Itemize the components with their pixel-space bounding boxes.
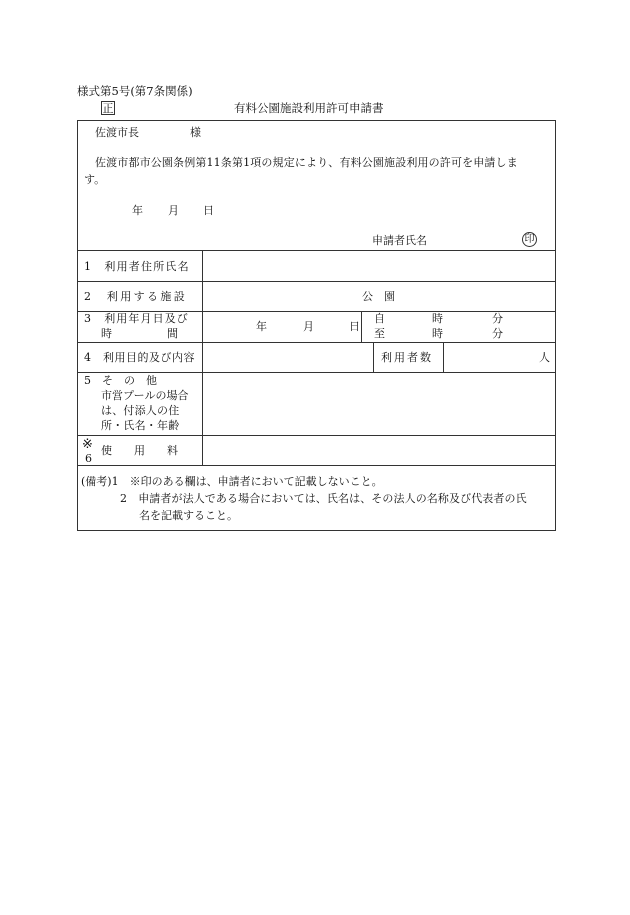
- row5-label-line1: 5 そ の 他: [84, 374, 157, 387]
- application-body-line1: 佐渡市都市公園条例第11条第1項の規定により、有料公園施設利用の許可を申請しま: [95, 156, 518, 169]
- column-divider: [373, 342, 374, 372]
- row-divider: [77, 372, 556, 373]
- row6-number: 6: [85, 452, 92, 465]
- row3-month: 月: [303, 320, 314, 333]
- row2-label: 2 利用する施設: [84, 290, 188, 303]
- application-body-line2: す。: [84, 173, 106, 186]
- seal-mark: 印: [522, 232, 537, 247]
- date-month: 月: [168, 204, 179, 217]
- row3-year: 年: [256, 320, 267, 333]
- row5-label-line4: 所・氏名・年齢: [101, 419, 180, 432]
- row3-label-line2: 時 間: [101, 327, 178, 340]
- row5-label-line3: は、付添人の住: [101, 404, 180, 417]
- row5-label-line2: 市営プールの場合: [101, 389, 189, 402]
- row4-label: 4 利用目的及び内容: [84, 351, 195, 364]
- row3-to: 至: [374, 327, 385, 340]
- addressee: 佐渡市長: [95, 126, 139, 139]
- column-divider: [202, 250, 203, 465]
- row3-from-hour: 時: [432, 312, 443, 325]
- row3-label-line1: 3 利用年月日及び: [84, 312, 189, 325]
- form-table: [77, 120, 556, 531]
- row-divider: [77, 281, 556, 282]
- row3-from-minute: 分: [492, 312, 503, 325]
- row3-to-hour: 時: [432, 327, 443, 340]
- note-line3: 名を記載すること。: [139, 509, 238, 522]
- row6-mark: ※: [82, 437, 93, 452]
- copy-mark: 正: [102, 102, 114, 115]
- row6-label: 使 用 料: [101, 444, 178, 457]
- row-divider: [77, 342, 556, 343]
- date-day: 日: [203, 204, 214, 217]
- row3-to-minute: 分: [492, 327, 503, 340]
- honorific: 様: [190, 126, 201, 139]
- form-title: 有料公園施設利用許可申請書: [234, 101, 384, 115]
- row-divider: [77, 465, 556, 466]
- row4-count-label: 利用者数: [381, 351, 433, 364]
- row3-day: 日: [349, 320, 360, 333]
- date-year: 年: [132, 204, 143, 217]
- row1-label: 1 利用者住所氏名: [84, 260, 190, 273]
- note-line2: 2 申請者が法人である場合においては、氏名は、その法人の名称及び代表者の氏: [120, 492, 527, 505]
- column-divider: [443, 342, 444, 372]
- column-divider: [361, 311, 362, 342]
- form-number: 様式第5号(第7条関係): [77, 84, 193, 98]
- row2-value: 公 園: [362, 290, 395, 303]
- applicant-name-label: 申請者氏名: [372, 234, 427, 247]
- row3-from: 自: [374, 312, 385, 325]
- row-divider: [77, 435, 556, 436]
- note-line1: (備考)1 ※印のある欄は、申請者において記載しないこと。: [81, 475, 383, 488]
- row1-value-cell[interactable]: [203, 251, 555, 280]
- row4-unit: 人: [539, 351, 550, 364]
